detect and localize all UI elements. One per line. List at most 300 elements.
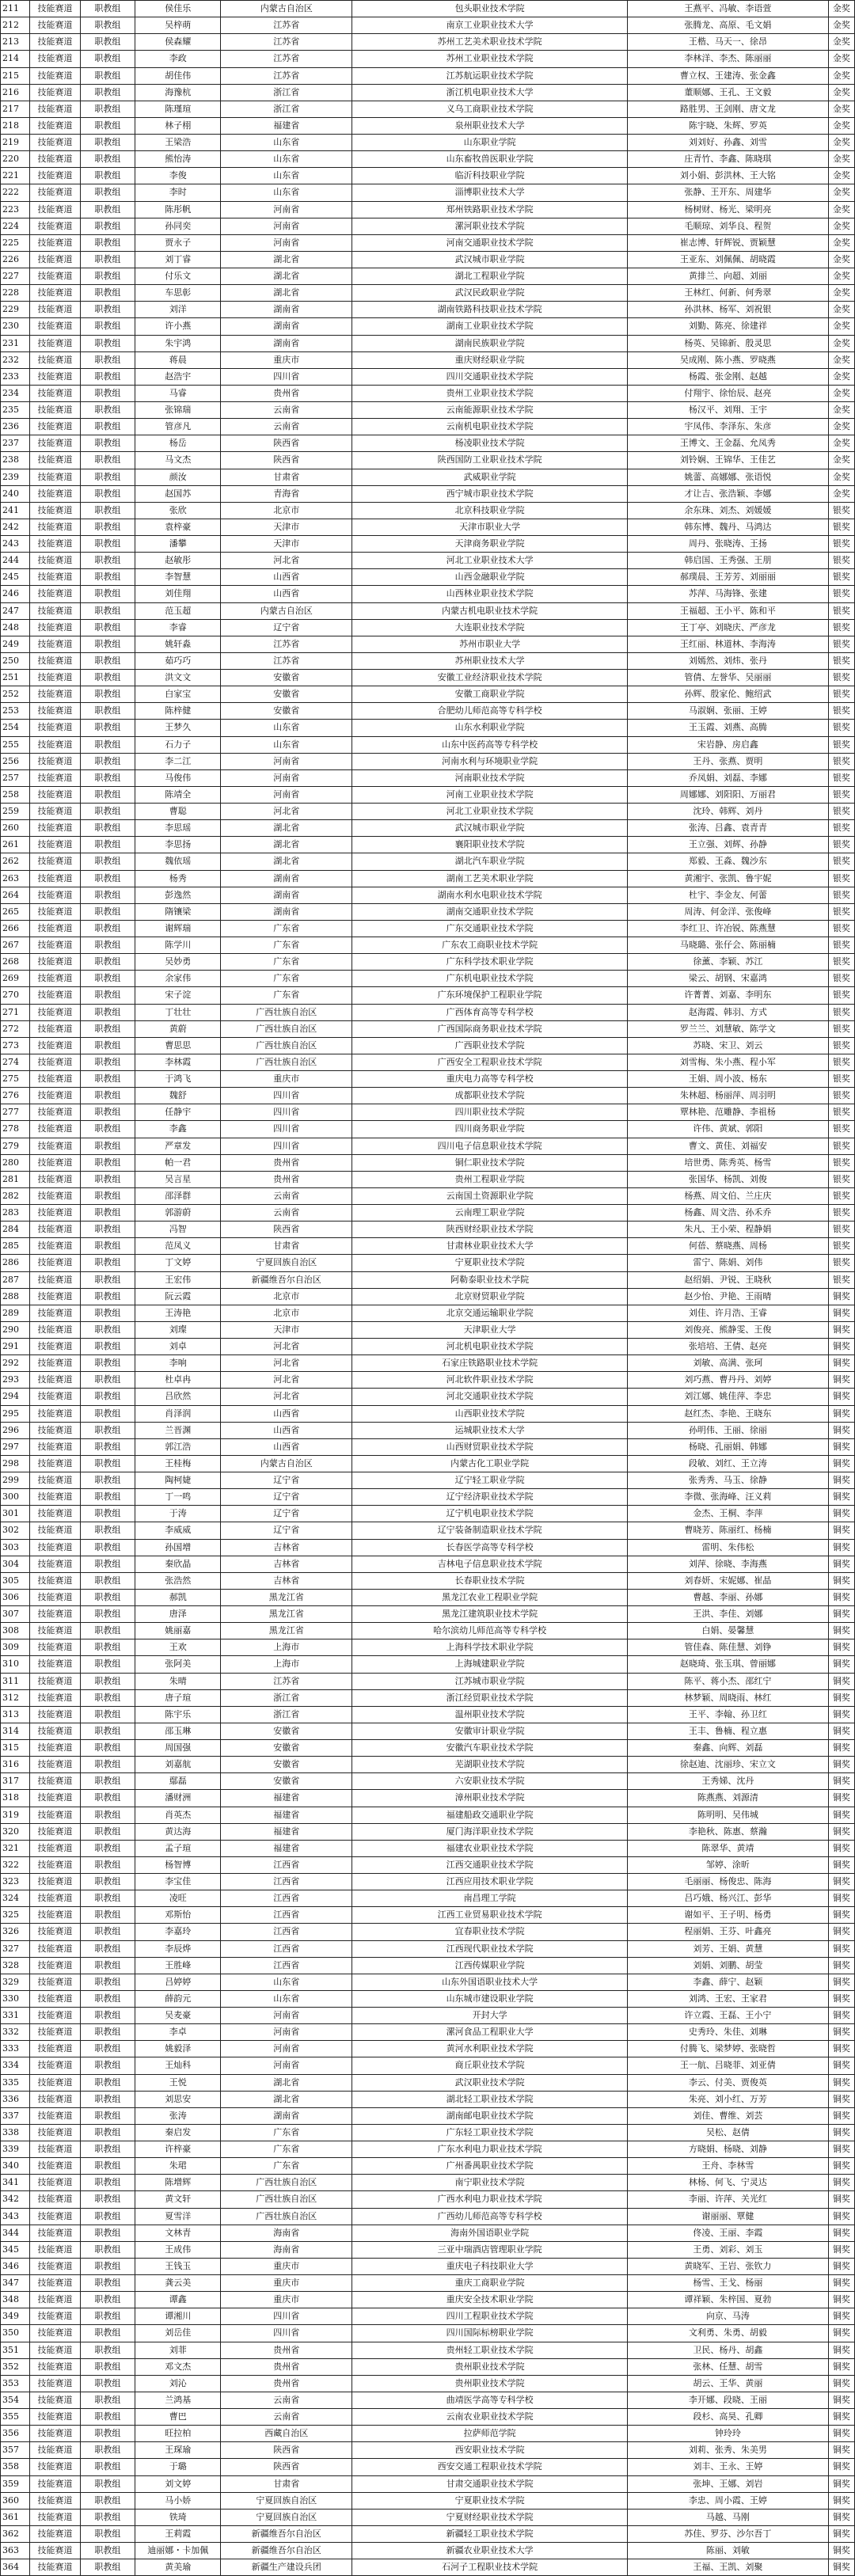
group-cell: 职教组 xyxy=(80,2392,135,2408)
table-row xyxy=(1,1071,855,1088)
award-cell: 银奖 xyxy=(828,853,854,870)
province-cell: 山东省 xyxy=(221,151,352,168)
table-row xyxy=(1,1288,855,1305)
province-cell: 山东省 xyxy=(221,184,352,201)
track-cell: 技能赛道 xyxy=(30,1222,80,1238)
student-name-cell: 袁梓豪 xyxy=(135,519,221,535)
track-cell: 技能赛道 xyxy=(30,1639,80,1656)
award-cell: 金奖 xyxy=(828,151,854,168)
table-row xyxy=(1,1305,855,1321)
advisors-cell: 罗兰兰、刘慧敏、陈学文 xyxy=(628,1020,829,1037)
row-number: 318 xyxy=(1,1790,30,1807)
school-cell: 六安职业技术学院 xyxy=(352,1773,628,1790)
table-row xyxy=(1,101,855,117)
track-cell: 技能赛道 xyxy=(30,1271,80,1288)
table-row xyxy=(1,1405,855,1422)
advisors-cell: 刘嫣然、刘炜、张丹 xyxy=(628,652,829,669)
advisors-cell: 赵海霞、韩羽、方式 xyxy=(628,1004,829,1020)
row-number: 305 xyxy=(1,1572,30,1589)
province-cell: 云南省 xyxy=(221,1187,352,1204)
row-number: 336 xyxy=(1,2091,30,2107)
row-number: 236 xyxy=(1,419,30,435)
group-cell: 职教组 xyxy=(80,2275,135,2292)
track-cell: 技能赛道 xyxy=(30,1187,80,1204)
track-cell: 技能赛道 xyxy=(30,2442,80,2459)
group-cell: 职教组 xyxy=(80,218,135,234)
school-cell: 漳州职业技术学院 xyxy=(352,1790,628,1807)
table-row xyxy=(1,2091,855,2107)
student-name-cell: 李辰烨 xyxy=(135,1940,221,1957)
student-name-cell: 马文杰 xyxy=(135,452,221,469)
table-row xyxy=(1,17,855,34)
table-row xyxy=(1,2543,855,2559)
row-number: 362 xyxy=(1,2525,30,2542)
province-cell: 湖北省 xyxy=(221,837,352,853)
school-cell: 曲靖医学高等专科学校 xyxy=(352,2392,628,2408)
group-cell: 职教组 xyxy=(80,1171,135,1187)
award-cell: 金奖 xyxy=(828,67,854,84)
school-cell: 广东科学技术职业学院 xyxy=(352,954,628,971)
school-cell: 武汉民政职业学院 xyxy=(352,285,628,302)
table-row xyxy=(1,1422,855,1438)
province-cell: 湖北省 xyxy=(221,251,352,268)
school-cell: 内蒙古化工职业学院 xyxy=(352,1455,628,1472)
table-row xyxy=(1,1890,855,1907)
advisors-cell: 王勇、刘彩、刘玉 xyxy=(628,2241,829,2258)
province-cell: 江西省 xyxy=(221,1940,352,1957)
province-cell: 广西壮族自治区 xyxy=(221,1004,352,1020)
school-cell: 辽宁轻工职业学院 xyxy=(352,1472,628,1489)
advisors-cell: 刘佳、许月浩、王睿 xyxy=(628,1305,829,1321)
school-cell: 拉萨师范学院 xyxy=(352,2426,628,2442)
province-cell: 河南省 xyxy=(221,786,352,803)
group-cell: 职教组 xyxy=(80,234,135,251)
advisors-cell: 刘雪梅、朱小燕、程小军 xyxy=(628,1054,829,1070)
row-number: 240 xyxy=(1,485,30,502)
advisors-cell: 李开娜、段晓、王丽 xyxy=(628,2392,829,2408)
track-cell: 技能赛道 xyxy=(30,887,80,903)
track-cell: 技能赛道 xyxy=(30,1037,80,1054)
table-row xyxy=(1,218,855,234)
school-cell: 天津职业大学 xyxy=(352,1321,628,1338)
advisors-cell: 李艳秋、陈惠、蔡瀚 xyxy=(628,1823,829,1840)
row-number: 251 xyxy=(1,670,30,686)
student-name-cell: 黄蔚 xyxy=(135,1020,221,1037)
award-cell: 铜奖 xyxy=(828,2141,854,2158)
award-cell: 银奖 xyxy=(828,636,854,652)
row-number: 299 xyxy=(1,1472,30,1489)
group-cell: 职教组 xyxy=(80,1438,135,1455)
student-name-cell: 陈瑾瑄 xyxy=(135,101,221,117)
group-cell: 职教组 xyxy=(80,1288,135,1305)
track-cell: 技能赛道 xyxy=(30,285,80,302)
advisors-cell: 刘敏、高满、张珂 xyxy=(628,1355,829,1372)
group-cell: 职教组 xyxy=(80,1339,135,1355)
group-cell: 职教组 xyxy=(80,1990,135,2007)
advisors-cell: 曹越、李丽、孙娜 xyxy=(628,1589,829,1605)
student-name-cell: 王桂梅 xyxy=(135,1455,221,1472)
track-cell: 技能赛道 xyxy=(30,2141,80,2158)
track-cell: 技能赛道 xyxy=(30,1757,80,1773)
province-cell: 陕西省 xyxy=(221,2442,352,2459)
award-cell: 铜奖 xyxy=(828,1656,854,1673)
student-name-cell: 谢辉瑞 xyxy=(135,920,221,937)
award-cell: 铜奖 xyxy=(828,1689,854,1706)
award-cell: 金奖 xyxy=(828,201,854,218)
student-name-cell: 刘卓 xyxy=(135,1339,221,1355)
table-row xyxy=(1,954,855,971)
advisors-cell: 刘丰、王永、王婷 xyxy=(628,2459,829,2475)
track-cell: 技能赛道 xyxy=(30,2325,80,2342)
track-cell: 技能赛道 xyxy=(30,2008,80,2024)
province-cell: 河南省 xyxy=(221,218,352,234)
school-cell: 北京交通运输职业学院 xyxy=(352,1305,628,1321)
table-row xyxy=(1,1472,855,1489)
table-row xyxy=(1,1355,855,1372)
table-row xyxy=(1,1924,855,1940)
track-cell: 技能赛道 xyxy=(30,1723,80,1739)
table-row xyxy=(1,1974,855,1990)
advisors-cell: 黄排兰、向超、刘丽 xyxy=(628,268,829,285)
table-row xyxy=(1,2024,855,2041)
track-cell: 技能赛道 xyxy=(30,2258,80,2274)
track-cell: 技能赛道 xyxy=(30,1321,80,1338)
row-number: 220 xyxy=(1,151,30,168)
advisors-cell: 林梦颖、周晓雨、林红 xyxy=(628,1689,829,1706)
row-number: 309 xyxy=(1,1639,30,1656)
student-name-cell: 丁文婷 xyxy=(135,1255,221,1271)
group-cell: 职教组 xyxy=(80,1506,135,1522)
table-row xyxy=(1,469,855,485)
group-cell: 职教组 xyxy=(80,351,135,368)
group-cell: 职教组 xyxy=(80,2325,135,2342)
student-name-cell: 杨智博 xyxy=(135,1856,221,1873)
school-cell: 山东水利职业学院 xyxy=(352,720,628,736)
group-cell: 职教组 xyxy=(80,201,135,218)
school-cell: 西安交通工程职业技术学院 xyxy=(352,2459,628,2475)
group-cell: 职教组 xyxy=(80,1740,135,1757)
group-cell: 职教组 xyxy=(80,2358,135,2375)
student-name-cell: 魏舒 xyxy=(135,1088,221,1104)
student-name-cell: 潘攀 xyxy=(135,536,221,553)
group-cell: 职教组 xyxy=(80,1656,135,1673)
province-cell: 西藏自治区 xyxy=(221,2426,352,2442)
table-row xyxy=(1,804,855,820)
province-cell: 甘肃省 xyxy=(221,2475,352,2492)
table-row xyxy=(1,1455,855,1472)
row-number: 255 xyxy=(1,736,30,753)
school-cell: 成都职业技术学院 xyxy=(352,1088,628,1104)
province-cell: 广东省 xyxy=(221,2158,352,2175)
school-cell: 湖南水利水电职业技术学院 xyxy=(352,887,628,903)
group-cell: 职教组 xyxy=(80,2492,135,2509)
track-cell: 技能赛道 xyxy=(30,2124,80,2141)
group-cell: 职教组 xyxy=(80,1071,135,1088)
group-cell: 职教组 xyxy=(80,1321,135,1338)
track-cell: 技能赛道 xyxy=(30,268,80,285)
student-name-cell: 曹思思 xyxy=(135,1037,221,1054)
track-cell: 技能赛道 xyxy=(30,1623,80,1639)
award-cell: 银奖 xyxy=(828,619,854,636)
row-number: 228 xyxy=(1,285,30,302)
award-cell: 铜奖 xyxy=(828,2442,854,2459)
student-name-cell: 铁琦 xyxy=(135,2509,221,2525)
track-cell: 技能赛道 xyxy=(30,1438,80,1455)
table-row xyxy=(1,1556,855,1572)
table-row xyxy=(1,1539,855,1556)
row-number: 308 xyxy=(1,1623,30,1639)
advisors-cell: 刘娟、刘鹏、胡莹 xyxy=(628,1957,829,1974)
track-cell: 技能赛道 xyxy=(30,419,80,435)
track-cell: 技能赛道 xyxy=(30,2208,80,2225)
table-row xyxy=(1,1,855,17)
track-cell: 技能赛道 xyxy=(30,2158,80,2175)
province-cell: 陕西省 xyxy=(221,435,352,452)
table-row xyxy=(1,586,855,602)
group-cell: 职教组 xyxy=(80,2208,135,2225)
student-name-cell: 丁一鸣 xyxy=(135,1489,221,1506)
track-cell: 技能赛道 xyxy=(30,1121,80,1138)
track-cell: 技能赛道 xyxy=(30,2241,80,2258)
advisors-cell: 白娟、晏馨慧 xyxy=(628,1623,829,1639)
track-cell: 技能赛道 xyxy=(30,2475,80,2492)
group-cell: 职教组 xyxy=(80,1706,135,1723)
row-number: 338 xyxy=(1,2124,30,2141)
advisors-cell: 向京、马涛 xyxy=(628,2308,829,2325)
advisors-cell: 刘佳、曹维、刘芸 xyxy=(628,2107,829,2124)
table-row xyxy=(1,485,855,502)
row-number: 349 xyxy=(1,2308,30,2325)
province-cell: 湖北省 xyxy=(221,2091,352,2107)
award-cell: 铜奖 xyxy=(828,1924,854,1940)
province-cell: 江西省 xyxy=(221,1874,352,1890)
track-cell: 技能赛道 xyxy=(30,1589,80,1605)
student-name-cell: 赵国苏 xyxy=(135,485,221,502)
track-cell: 技能赛道 xyxy=(30,987,80,1004)
group-cell: 职教组 xyxy=(80,2158,135,2175)
school-cell: 河北工业职业技术大学 xyxy=(352,553,628,569)
table-row xyxy=(1,553,855,569)
school-cell: 漯河职业技术学院 xyxy=(352,218,628,234)
row-number: 272 xyxy=(1,1020,30,1037)
advisors-cell: 程丽娟、王芬、叶鑫亮 xyxy=(628,1924,829,1940)
award-cell: 银奖 xyxy=(828,954,854,971)
school-cell: 湖南工业职业技术学院 xyxy=(352,318,628,335)
track-cell: 技能赛道 xyxy=(30,1924,80,1940)
student-name-cell: 余家伟 xyxy=(135,971,221,987)
student-name-cell: 阮云霞 xyxy=(135,1288,221,1305)
row-number: 358 xyxy=(1,2459,30,2475)
award-cell: 银奖 xyxy=(828,870,854,887)
advisors-cell: 郑毅、王淼、魏沙东 xyxy=(628,853,829,870)
province-cell: 广东省 xyxy=(221,2141,352,2158)
province-cell: 贵州省 xyxy=(221,2375,352,2392)
group-cell: 职教组 xyxy=(80,1222,135,1238)
award-cell: 铜奖 xyxy=(828,2358,854,2375)
table-row xyxy=(1,234,855,251)
school-cell: 西安职业技术学院 xyxy=(352,2442,628,2459)
award-cell: 银奖 xyxy=(828,1138,854,1154)
school-cell: 浙江经贸职业技术学院 xyxy=(352,1689,628,1706)
row-number: 307 xyxy=(1,1606,30,1623)
track-cell: 技能赛道 xyxy=(30,602,80,619)
award-cell: 铜奖 xyxy=(828,1355,854,1372)
award-cell: 铜奖 xyxy=(828,1840,854,1856)
track-cell: 技能赛道 xyxy=(30,686,80,703)
row-number: 331 xyxy=(1,2008,30,2024)
table-row xyxy=(1,151,855,168)
track-cell: 技能赛道 xyxy=(30,1,80,17)
row-number: 293 xyxy=(1,1372,30,1389)
award-cell: 金奖 xyxy=(828,385,854,401)
advisors-cell: 路胜男、王剑刚、唐文龙 xyxy=(628,101,829,117)
group-cell: 职教组 xyxy=(80,652,135,669)
track-cell: 技能赛道 xyxy=(30,1773,80,1790)
group-cell: 职教组 xyxy=(80,1405,135,1422)
advisors-cell: 苏佳、罗芬、沙尔吾丁 xyxy=(628,2525,829,2542)
row-number: 216 xyxy=(1,84,30,101)
award-cell: 铜奖 xyxy=(828,1472,854,1489)
award-cell: 铜奖 xyxy=(828,1757,854,1773)
row-number: 330 xyxy=(1,1990,30,2007)
row-number: 301 xyxy=(1,1506,30,1522)
group-cell: 职教组 xyxy=(80,151,135,168)
advisors-cell: 王舟、李林雪 xyxy=(628,2158,829,2175)
award-cell: 铜奖 xyxy=(828,2459,854,2475)
group-cell: 职教组 xyxy=(80,1271,135,1288)
province-cell: 安徽省 xyxy=(221,703,352,720)
group-cell: 职教组 xyxy=(80,2459,135,2475)
school-cell: 四川商务职业学院 xyxy=(352,1121,628,1138)
track-cell: 技能赛道 xyxy=(30,1171,80,1187)
table-row xyxy=(1,84,855,101)
award-cell: 金奖 xyxy=(828,1,854,17)
province-cell: 重庆市 xyxy=(221,2258,352,2274)
student-name-cell: 李俊 xyxy=(135,168,221,184)
advisors-cell: 曹立权、王建涛、张金鑫 xyxy=(628,67,829,84)
table-row xyxy=(1,887,855,903)
track-cell: 技能赛道 xyxy=(30,1154,80,1171)
table-row xyxy=(1,1054,855,1070)
school-cell: 河南工业职业技术学院 xyxy=(352,786,628,803)
group-cell: 职教组 xyxy=(80,1807,135,1823)
track-cell: 技能赛道 xyxy=(30,670,80,686)
table-row xyxy=(1,335,855,351)
province-cell: 河北省 xyxy=(221,1372,352,1389)
school-cell: 湖北汽车职业学院 xyxy=(352,853,628,870)
student-name-cell: 刘菲 xyxy=(135,2342,221,2358)
row-number: 231 xyxy=(1,335,30,351)
student-name-cell: 李林霞 xyxy=(135,1054,221,1070)
school-cell: 江西现代职业技术学院 xyxy=(352,1940,628,1957)
award-cell: 银奖 xyxy=(828,1171,854,1187)
province-cell: 内蒙古自治区 xyxy=(221,1455,352,1472)
group-cell: 职教组 xyxy=(80,2342,135,2358)
table-row xyxy=(1,2475,855,2492)
table-row xyxy=(1,2292,855,2308)
student-name-cell: 朱珺 xyxy=(135,2158,221,2175)
track-cell: 技能赛道 xyxy=(30,1205,80,1222)
table-row xyxy=(1,2275,855,2292)
advisors-cell: 庄青竹、李鑫、陈晓琪 xyxy=(628,151,829,168)
award-cell: 铜奖 xyxy=(828,2392,854,2408)
award-cell: 金奖 xyxy=(828,218,854,234)
track-cell: 技能赛道 xyxy=(30,2074,80,2091)
province-cell: 四川省 xyxy=(221,1104,352,1121)
row-number: 217 xyxy=(1,101,30,117)
province-cell: 河北省 xyxy=(221,1389,352,1405)
advisors-cell: 朱凡、王小荣、程静娟 xyxy=(628,1222,829,1238)
student-name-cell: 郝凯 xyxy=(135,1589,221,1605)
student-name-cell: 任静宇 xyxy=(135,1104,221,1121)
school-cell: 湖北工程职业学院 xyxy=(352,268,628,285)
row-number: 303 xyxy=(1,1539,30,1556)
group-cell: 职教组 xyxy=(80,1088,135,1104)
student-name-cell: 侯佳乐 xyxy=(135,1,221,17)
track-cell: 技能赛道 xyxy=(30,502,80,519)
province-cell: 广西壮族自治区 xyxy=(221,2191,352,2208)
school-cell: 广西体育高等专科学校 xyxy=(352,1004,628,1020)
advisors-cell: 刘春妍、宋妮娜、崔晶 xyxy=(628,1572,829,1589)
student-name-cell: 李思瑶 xyxy=(135,820,221,837)
row-number: 223 xyxy=(1,201,30,218)
award-cell: 铜奖 xyxy=(828,1288,854,1305)
school-cell: 四川国际标榜职业学院 xyxy=(352,2325,628,2342)
school-cell: 合肥幼儿师范高等专科学校 xyxy=(352,703,628,720)
row-number: 356 xyxy=(1,2426,30,2442)
advisors-cell: 宇凤伟、李泽东、朱彦 xyxy=(628,419,829,435)
province-cell: 安徽省 xyxy=(221,670,352,686)
award-cell: 银奖 xyxy=(828,502,854,519)
student-name-cell: 李响 xyxy=(135,1355,221,1372)
track-cell: 技能赛道 xyxy=(30,820,80,837)
table-row xyxy=(1,1874,855,1890)
track-cell: 技能赛道 xyxy=(30,1823,80,1840)
table-row xyxy=(1,2107,855,2124)
school-cell: 河南交通职业技术学院 xyxy=(352,234,628,251)
province-cell: 重庆市 xyxy=(221,2292,352,2308)
school-cell: 重庆电力高等专科学校 xyxy=(352,1071,628,1088)
school-cell: 哈尔滨幼儿师范高等专科学校 xyxy=(352,1623,628,1639)
advisors-cell: 吴成刚、陈小燕、罗晓燕 xyxy=(628,351,829,368)
track-cell: 技能赛道 xyxy=(30,1004,80,1020)
school-cell: 四川工程职业技术学院 xyxy=(352,2308,628,2325)
student-name-cell: 王悦 xyxy=(135,2074,221,2091)
student-name-cell: 潘财洲 xyxy=(135,1790,221,1807)
award-cell: 铜奖 xyxy=(828,1790,854,1807)
province-cell: 湖北省 xyxy=(221,820,352,837)
award-cell: 铜奖 xyxy=(828,1539,854,1556)
student-name-cell: 丁壮壮 xyxy=(135,1004,221,1020)
table-row xyxy=(1,853,855,870)
group-cell: 职教组 xyxy=(80,1907,135,1924)
group-cell: 职教组 xyxy=(80,435,135,452)
advisors-cell: 付翔宇、徐怡辰、赵亮 xyxy=(628,385,829,401)
group-cell: 职教组 xyxy=(80,2426,135,2442)
advisors-cell: 孙明伟、王丽、徐丽 xyxy=(628,1422,829,1438)
award-cell: 金奖 xyxy=(828,17,854,34)
group-cell: 职教组 xyxy=(80,971,135,987)
student-name-cell: 李时 xyxy=(135,184,221,201)
table-row xyxy=(1,435,855,452)
row-number: 296 xyxy=(1,1422,30,1438)
table-row xyxy=(1,452,855,469)
track-cell: 技能赛道 xyxy=(30,2509,80,2525)
award-cell: 银奖 xyxy=(828,1071,854,1088)
student-name-cell: 薛韵元 xyxy=(135,1990,221,2007)
table-row xyxy=(1,1572,855,1589)
group-cell: 职教组 xyxy=(80,1472,135,1489)
